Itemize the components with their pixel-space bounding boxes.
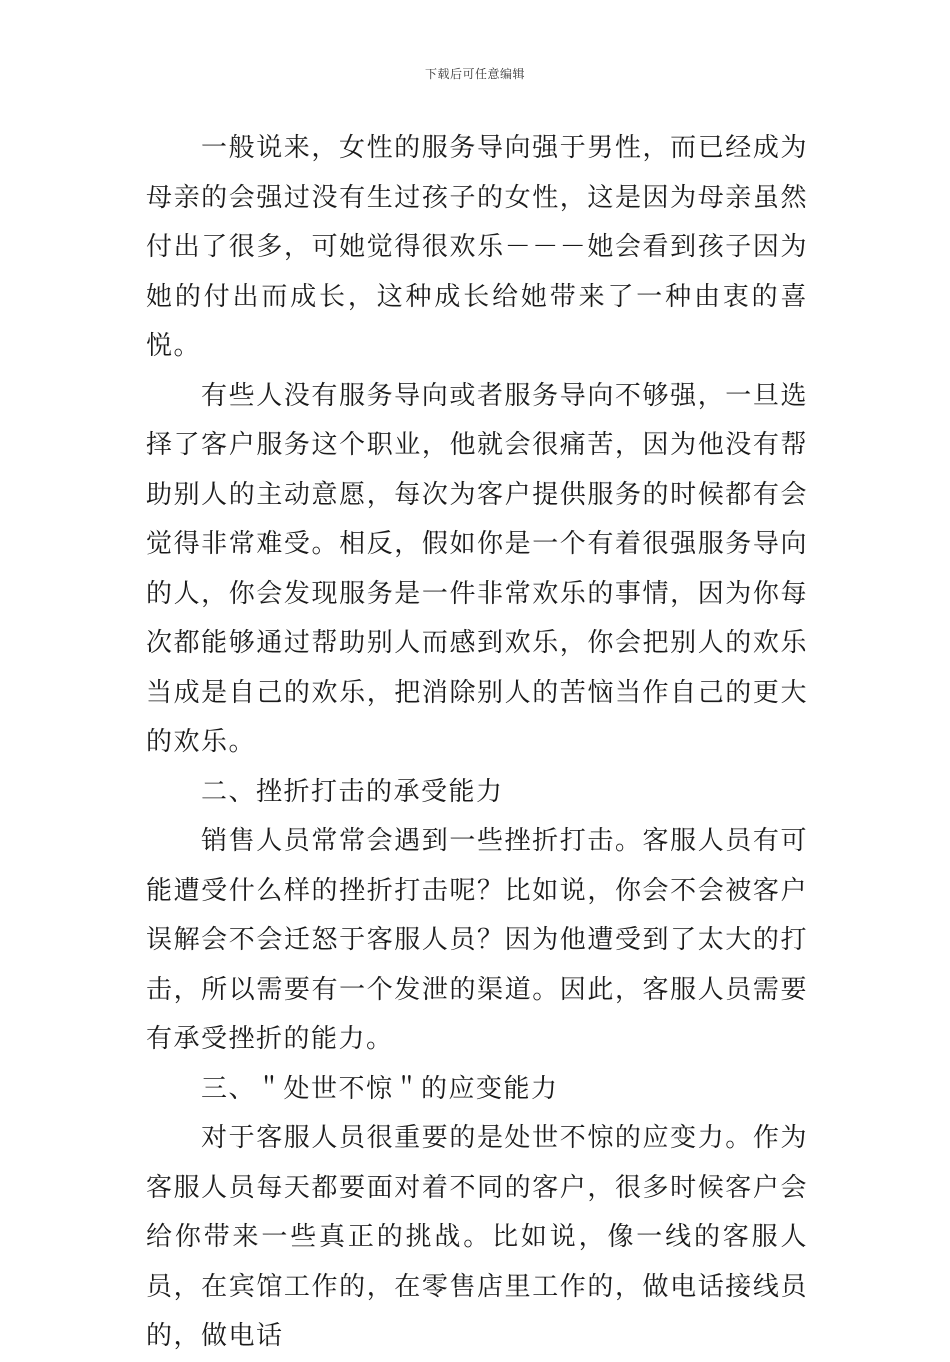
page-header: 下载后可任意编辑 <box>424 67 525 81</box>
section-heading-frustration: 二、挫折打击的承受能力 <box>201 776 504 807</box>
paragraph-frustration: 销售人员常常会遇到一些挫折打击。客服人员有可能遭受什么样的挫折打击呢？比如说，你会不会被客户误解会不会迁怒于客服人员？因为他遭受到了太大的打击，所以需要有一个发泄的渠道。因此，客服人员需要有承受挫折的能力。 <box>146 826 808 1054</box>
paragraph-service-orientation-lacking: 有些人没有服务导向或者服务导向不够强，一旦选择了客户服务这个职业，他就会很痛苦，因为他没有帮助别人的主动意愿，每次为客户提供服务的时候都有会觉得非常难受。相反，假如你是一个有着很强服务导向的人，你会发现服务是一件非常欢乐的事情，因为你每次都能够通过帮助别人而感到欢乐，你会把别人的欢乐当成是自己的欢乐，把消除别人的苦恼当作自己的更大的欢乐。 <box>146 380 808 757</box>
document-body <box>146 124 808 1362</box>
section-heading-adaptability: 三、＂处世不惊＂的应变能力 <box>201 1073 559 1104</box>
paragraph-service-orientation-gender: 一般说来，女性的服务导向强于男性，而已经成为母亲的会强过没有生过孩子的女性，这是因为母亲虽然付出了很多，可她觉得很欢乐－－－她会看到孩子因为她的付出而成长，这种成长给她带来了一种由衷的喜悦。 <box>146 133 808 361</box>
paragraph-adaptability: 对于客服人员很重要的是处世不惊的应变力。作为客服人员每天都要面对着不同的客户，很多时候客户会给你带来一些真正的挑战。比如说，像一线的客服人员，在宾馆工作的，在零售店里工作的，做电话接线员的，做电话 <box>146 1123 808 1351</box>
